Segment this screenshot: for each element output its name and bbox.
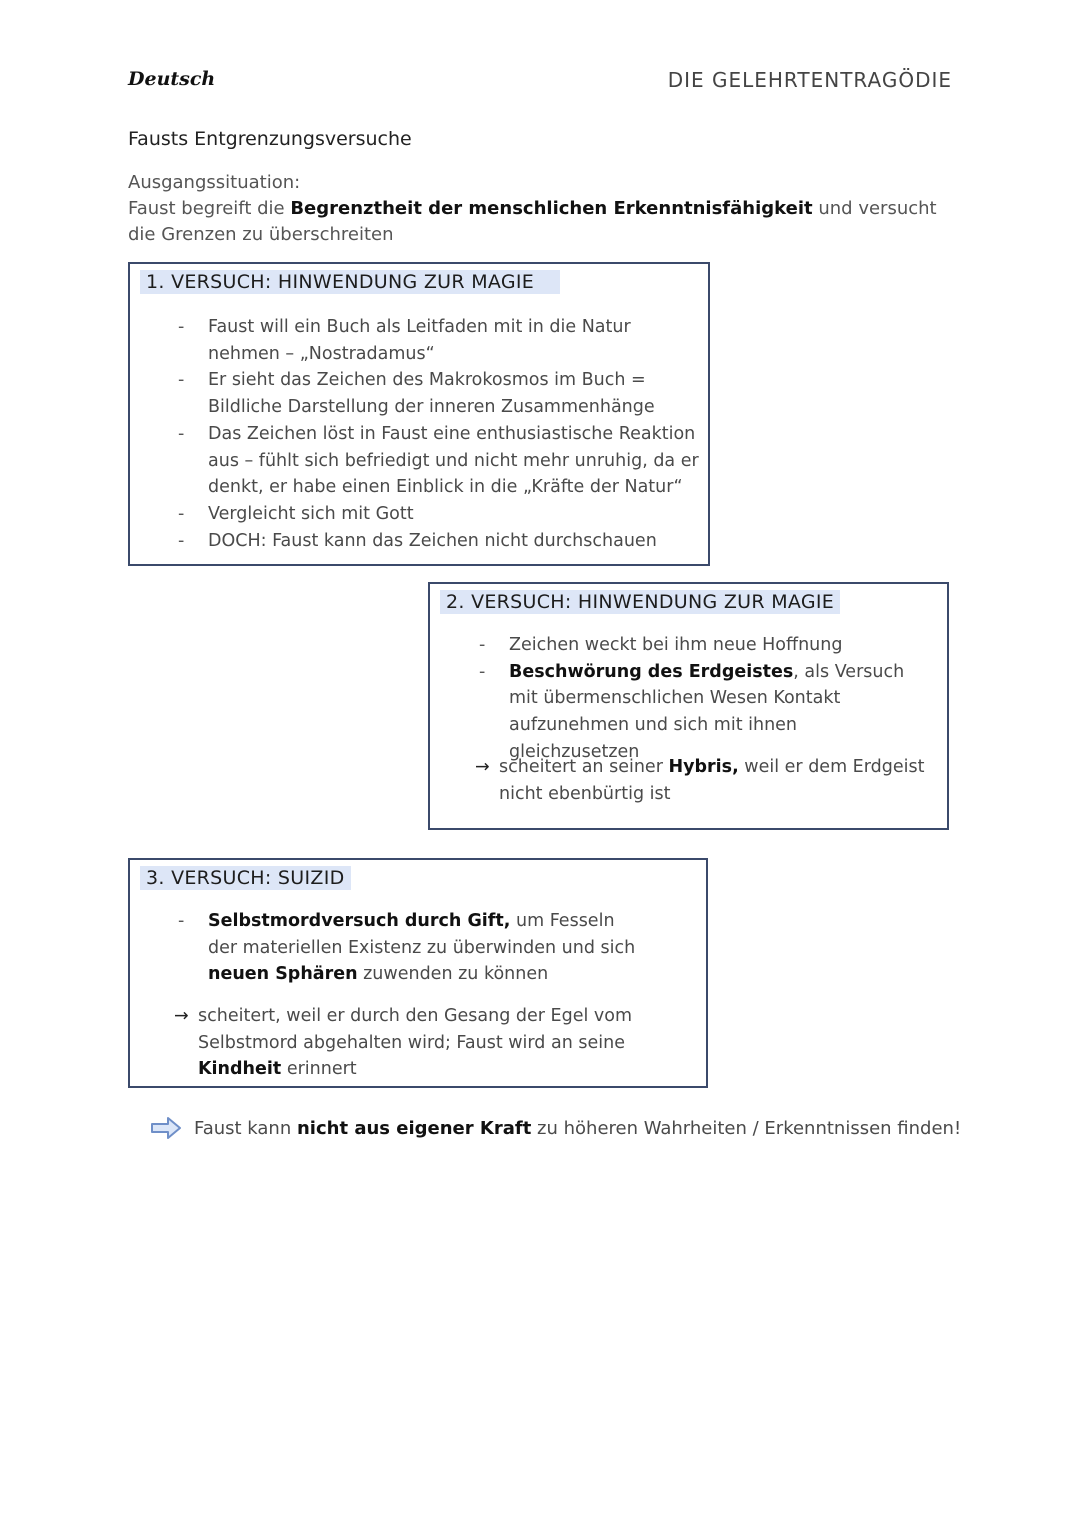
intro-text-part: und versucht die Grenzen zu überschreiten: [128, 198, 937, 245]
result-text: scheitert, weil er durch den Gesang der Egel vom Selbstmord abgehalten wird; Faust wird an seine: [198, 1006, 633, 1053]
arrow-right-icon: →: [475, 757, 490, 777]
document-title: DIE GELEHRTENTRAGÖDIE: [667, 68, 952, 92]
list-item: [178, 421, 703, 501]
list-item: [479, 659, 929, 766]
result-text: weil er dem Erdgeist nicht ebenbürtig ist: [499, 757, 925, 804]
list-item-text: Faust will ein Buch als Leitfaden mit in die Natur nehmen – „Nostradamus“: [208, 317, 631, 364]
attempt-3-box: [128, 858, 708, 1088]
result-text: erinnert: [281, 1059, 357, 1080]
conclusion-text: [194, 1118, 961, 1139]
dash-bullet: -: [479, 635, 486, 655]
conclusion-text-part: Faust kann: [194, 1117, 297, 1139]
attempt-2-title: 2. VERSUCH: HINWENDUNG ZUR MAGIE: [440, 590, 840, 614]
result-bold: Kindheit: [198, 1059, 282, 1080]
list-item-bold: Beschwörung des Erdgeistes: [509, 661, 794, 682]
dash-bullet: -: [178, 423, 185, 444]
double-arrow-right-icon: [150, 1116, 182, 1140]
attempt-1-list: [178, 314, 703, 554]
attempt-3-result: [174, 1003, 692, 1083]
list-item-text: , als Versuch mit übermenschlichen Wesen Kontakt aufzunehmen und sich mit ihnen gleichzusetzen: [509, 661, 905, 762]
list-item: [178, 908, 648, 988]
dash-bullet: -: [178, 317, 185, 337]
attempt-2-result: [475, 754, 929, 807]
intro-label: Ausgangssituation:: [128, 172, 301, 193]
dash-bullet: -: [178, 911, 185, 931]
conclusion: [150, 1116, 961, 1140]
list-item-text: Vergleicht sich mit Gott: [208, 503, 414, 524]
dash-bullet: -: [178, 503, 185, 524]
attempt-1-box: [128, 262, 710, 566]
attempt-3-list: [178, 908, 648, 988]
list-item-text: Zeichen weckt bei ihm neue Hoffnung: [509, 635, 843, 655]
list-item-text: Das Zeichen löst in Faust eine enthusiastische Reaktion aus – fühlt sich befriedigt und nicht mehr unruhig, da er denkt, er habe einen Einblick in die „Kräfte der Natur“: [208, 423, 699, 498]
result-bold: Hybris,: [668, 757, 739, 777]
attempt-2-list: [479, 632, 929, 766]
intro-text-part: Faust begreift die: [128, 198, 291, 219]
list-item-bold: Selbstmordversuch durch Gift,: [208, 911, 511, 931]
conclusion-bold: nicht aus eigener Kraft: [296, 1117, 532, 1139]
intro-paragraph: [128, 170, 958, 248]
intro-bold: Begrenztheit der menschlichen Erkenntnisfähigkeit: [290, 198, 813, 219]
subject-label: Deutsch: [128, 68, 216, 90]
list-item: [178, 501, 703, 528]
list-item: [178, 314, 703, 367]
list-item-text: DOCH: Faust kann das Zeichen nicht durchschauen: [208, 530, 657, 551]
attempt-2-box: [428, 582, 949, 830]
list-item-text: Er sieht das Zeichen des Makrokosmos im Buch = Bildliche Darstellung der inneren Zusammenhänge: [208, 370, 655, 418]
list-item: [479, 632, 929, 659]
list-item-text: um Fesseln der materiellen Existenz zu überwinden und sich: [208, 911, 636, 958]
list-item-text: zuwenden zu können: [357, 964, 549, 985]
dash-bullet: -: [479, 661, 486, 682]
attempt-3-title: 3. VERSUCH: SUIZID: [140, 866, 351, 890]
attempt-1-title: 1. VERSUCH: HINWENDUNG ZUR MAGIE: [140, 270, 560, 294]
dash-bullet: -: [178, 530, 185, 551]
arrow-right-icon: →: [174, 1006, 189, 1026]
dash-bullet: -: [178, 370, 185, 391]
list-item: [178, 367, 703, 420]
list-item: [178, 528, 703, 555]
result-text: scheitert an seiner: [499, 757, 669, 777]
conclusion-text-part: zu höheren Wahrheiten / Erkenntnissen finden!: [531, 1117, 962, 1139]
section-heading: Fausts Entgrenzungsversuche: [128, 128, 412, 150]
intro-text: [128, 196, 958, 248]
list-item-bold: neuen Sphären: [208, 964, 358, 985]
